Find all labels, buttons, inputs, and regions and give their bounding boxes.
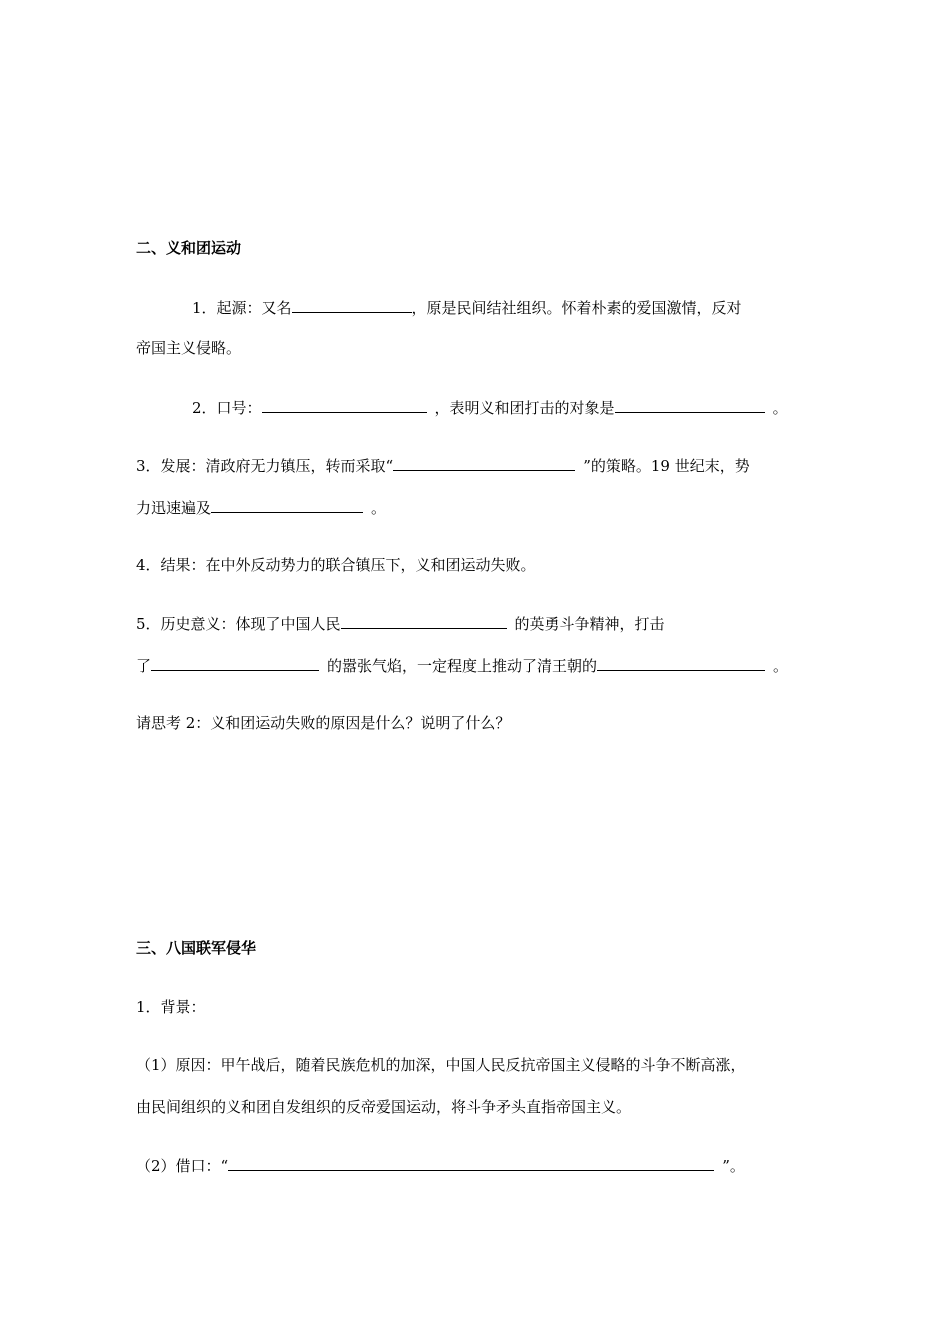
item5-text-e: 。 xyxy=(773,657,789,675)
section2-title: 二、义和团运动 xyxy=(136,239,242,257)
item3-blank-policy[interactable] xyxy=(393,455,575,471)
item1-text-a: 1．起源：又名 xyxy=(192,299,292,317)
cause-line2: 由民间组织的义和团自发组织的反帝爱国运动，将斗争矛头直指帝国主义。 xyxy=(136,1098,632,1116)
item3-blank-spread[interactable] xyxy=(211,497,363,513)
item5-text-a: 5．历史意义：体现了中国人民 xyxy=(136,615,341,633)
item2-text-c: 。 xyxy=(772,399,788,417)
item2-text-b: ，表明义和团打击的对象是 xyxy=(434,399,615,417)
item3-text-a: 3．发展：清政府无力镇压，转而采取“ xyxy=(136,457,394,475)
item5-line1 xyxy=(136,613,665,634)
item5-line2 xyxy=(136,655,788,676)
item1-blank[interactable] xyxy=(292,297,412,313)
pretext-text-a: （2）借口：“ xyxy=(136,1157,229,1175)
item1-text-b: ，原是民间结社组织。怀着朴素的爱国激情，反对 xyxy=(411,299,742,317)
item3-line2 xyxy=(136,497,386,518)
item3-text-b: ”的策略。19 世纪末，势 xyxy=(583,457,750,475)
think-question: 请思考 2：义和团运动失败的原因是什么？说明了什么？ xyxy=(136,714,511,732)
item2-text-a: 2．口号： xyxy=(192,399,262,417)
item5-text-b: 的英勇斗争精神，打击 xyxy=(514,615,665,633)
cause-line1: （1）原因：甲午战后，随着民族危机的加深，中国人民反抗帝国主义侵略的斗争不断高涨， xyxy=(136,1056,746,1074)
item2-line xyxy=(192,397,788,418)
item5-text-d: 的嚣张气焰，一定程度上推动了清王朝的 xyxy=(327,657,598,675)
item3-text-d: 。 xyxy=(371,499,387,517)
item1-line1 xyxy=(192,297,742,318)
item3-line1 xyxy=(136,455,750,476)
item5-blank-spirit[interactable] xyxy=(341,613,507,629)
section3-title: 三、八国联军侵华 xyxy=(136,939,257,957)
item5-blank-dynasty[interactable] xyxy=(597,655,765,671)
pretext-text-b: ”。 xyxy=(722,1157,745,1175)
pretext-line xyxy=(136,1155,745,1176)
item2-blank-slogan[interactable] xyxy=(262,397,427,413)
item1-line2: 帝国主义侵略。 xyxy=(136,339,242,357)
background-item: 1．背景： xyxy=(136,998,206,1016)
item3-text-c: 力迅速遍及 xyxy=(136,499,212,517)
item5-blank-enemy[interactable] xyxy=(151,655,319,671)
item4-line: 4．结果：在中外反动势力的联合镇压下，义和团运动失败。 xyxy=(136,556,536,574)
item5-text-c: 了 xyxy=(136,657,152,675)
pretext-blank[interactable] xyxy=(228,1155,714,1171)
item2-blank-target[interactable] xyxy=(615,397,765,413)
